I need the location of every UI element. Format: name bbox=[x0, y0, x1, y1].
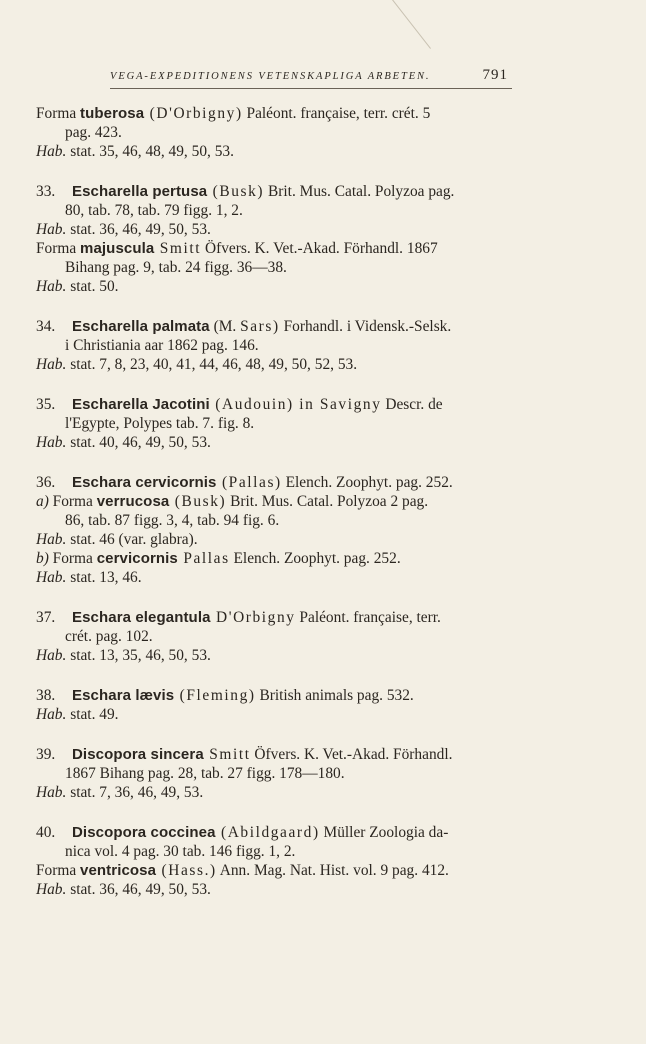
taxon-name: verrucosa bbox=[96, 493, 170, 510]
entry-number: 36. bbox=[36, 474, 56, 491]
list-item: Forma tuberosa (D'Orbigny) Paléont. française, terr. crét. 5 pag. 423. Hab. stat. 35, 46, 48, 49, 50, 53. bbox=[36, 105, 431, 160]
hab-label: Hab. bbox=[36, 434, 67, 451]
hab-label: Hab. bbox=[36, 278, 67, 295]
running-title: VEGA-EXPEDITIONENS VETENSKAPLIGA ARBETEN. bbox=[110, 71, 431, 82]
list-item: 33. Escharella pertusa (Busk) Brit. Mus. Catal. Polyzoa pag. 80, tab. 78, tab. 79 figg. 1, 2. Hab. stat. 36, 46, 49, 50, 53. Forma majuscula Smitt Öfvers. K. Vet.-Akad. Förhandl. 1867 Bihang pag. 9, tab. 24 figg. 36—38. Hab. stat. 50. bbox=[36, 183, 455, 295]
entry-number: 34. bbox=[36, 318, 56, 335]
taxon-name: majuscula bbox=[80, 240, 155, 257]
page-number: 791 bbox=[482, 67, 508, 83]
taxon-name: Escharella Jacotini bbox=[72, 396, 210, 413]
sub-label: b) bbox=[36, 550, 49, 567]
taxon-name: Eschara elegantula bbox=[72, 609, 211, 626]
entry-number: 39. bbox=[36, 746, 56, 763]
taxon-name: Escharella palmata bbox=[72, 318, 210, 335]
hab-label: Hab. bbox=[36, 569, 67, 586]
hab-label: Hab. bbox=[36, 784, 67, 801]
list-item: 40. Discopora coccinea (Abildgaard) Müller Zoologia da- nica vol. 4 pag. 30 tab. 146 figg. 1, 2. Forma ventricosa (Hass.) Ann. Mag. Nat. Hist. vol. 9 pag. 412. Hab. stat. 36, 46, 49, 50, 53. bbox=[36, 824, 449, 898]
list-item: 37. Eschara elegantula D'Orbigny Paléont. française, terr. crét. pag. 102. Hab. stat. 13, 35, 46, 50, 53. bbox=[36, 609, 441, 664]
taxon-name: ventricosa bbox=[80, 862, 157, 879]
list-item: 34. Escharella palmata (M. Sars) Forhandl. i Vidensk.-Selsk. i Christiania aar 1862 pag. 146. Hab. stat. 7, 8, 23, 40, 41, 44, 46, 48, 49, 50, 52, 53. bbox=[36, 318, 452, 373]
list-item: 38. Eschara lævis (Fleming) British animals pag. 532. Hab. stat. 49. bbox=[36, 687, 414, 723]
running-header bbox=[110, 66, 512, 89]
hab-label: Hab. bbox=[36, 706, 67, 723]
entry-number: 35. bbox=[36, 396, 56, 413]
page-fold-mark bbox=[392, 0, 431, 49]
list-item: 36. Eschara cervicornis (Pallas) Elench. Zoophyt. pag. 252. a) Forma verrucosa (Busk) Brit. Mus. Catal. Polyzoa 2 pag. 86, tab. 87 figg. 3, 4, tab. 94 fig. 6. Hab. stat. 46 (var. glabra). b) Forma cervicornis Pallas Elench. Zoophyt. pag. 252. Hab. stat. 13, 46. bbox=[36, 474, 453, 586]
taxon-name: Eschara lævis bbox=[72, 687, 175, 704]
taxon-name: cervicornis bbox=[96, 550, 178, 567]
list-item: 39. Discopora sincera Smitt Öfvers. K. Vet.-Akad. Förhandl. 1867 Bihang pag. 28, tab. 27 figg. 178—180. Hab. stat. 7, 36, 46, 49, 53. bbox=[36, 746, 453, 801]
species-list bbox=[36, 104, 516, 920]
hab-label: Hab. bbox=[36, 221, 67, 238]
list-item: 35. Escharella Jacotini (Audouin) in Savigny Descr. de l'Egypte, Polypes tab. 7. fig. 8. Hab. stat. 40, 46, 49, 50, 53. bbox=[36, 396, 443, 451]
sub-label: a) bbox=[36, 493, 49, 510]
hab-label: Hab. bbox=[36, 143, 67, 160]
hab-label: Hab. bbox=[36, 356, 67, 373]
hab-label: Hab. bbox=[36, 881, 67, 898]
hab-label: Hab. bbox=[36, 531, 67, 548]
taxon-name: Discopora coccinea bbox=[72, 824, 216, 841]
entry-number: 38. bbox=[36, 687, 56, 704]
entry-number: 40. bbox=[36, 824, 56, 841]
taxon-name: tuberosa bbox=[80, 105, 145, 122]
hab-label: Hab. bbox=[36, 647, 67, 664]
taxon-name: Eschara cervicornis bbox=[72, 474, 217, 491]
entry-number: 37. bbox=[36, 609, 56, 626]
entry-number: 33. bbox=[36, 183, 56, 200]
taxon-name: Discopora sincera bbox=[72, 746, 204, 763]
taxon-name: Escharella pertusa bbox=[72, 183, 208, 200]
